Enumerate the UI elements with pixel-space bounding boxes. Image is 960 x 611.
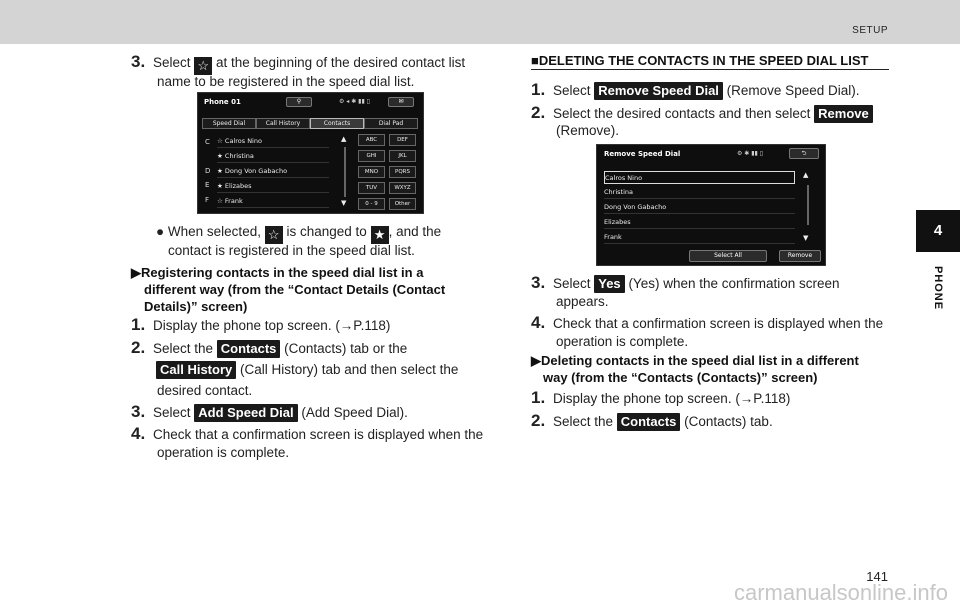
key-other[interactable]: Other <box>389 198 416 210</box>
section-rule <box>531 69 889 70</box>
scrollbar[interactable] <box>344 147 346 197</box>
step-number: 2. <box>131 338 146 357</box>
chapter-label <box>920 258 956 318</box>
right-step-3-line2: appears. <box>556 294 609 309</box>
chapter-tab: 4 <box>916 210 960 252</box>
right-step-5 <box>531 388 790 409</box>
step-number: 3. <box>131 402 146 421</box>
step-number: 2. <box>531 411 546 430</box>
select-all-button[interactable]: Select All <box>689 250 767 262</box>
alt-method-heading-3: Details)” screen) <box>144 299 248 314</box>
step-text: Select the <box>152 341 213 356</box>
scroll-down-icon[interactable]: ▼ <box>341 199 347 207</box>
screen-title: Phone 01 <box>204 98 241 106</box>
step-text: Select <box>552 276 591 291</box>
key-def[interactable]: DEF <box>389 134 416 146</box>
star-icon[interactable]: ★ <box>217 152 223 160</box>
step-number: 4. <box>131 424 146 443</box>
left-step-3b <box>131 402 408 423</box>
step-text: (Add Speed Dial). <box>301 405 408 420</box>
left-step-2-line2 <box>156 360 458 380</box>
scroll-down-icon[interactable]: ▼ <box>803 234 809 242</box>
right-step-3 <box>531 273 891 294</box>
call-history-button: Call History <box>156 361 236 379</box>
right-step-4-line2: operation is complete. <box>556 334 689 349</box>
contact-row[interactable]: Dong Von Gabacho <box>604 201 795 214</box>
step-text: Select <box>152 405 191 420</box>
key-abc[interactable]: ABC <box>358 134 385 146</box>
message-icon[interactable]: ✉ <box>388 97 414 107</box>
step-text: Select <box>552 83 591 98</box>
contact-name: Elizabes <box>224 182 252 190</box>
scrollbar[interactable] <box>807 185 809 225</box>
step-text: Display the phone top screen. (→P.118) <box>552 391 791 406</box>
step-text: Check that a confirmation screen is displayed when the <box>552 316 884 331</box>
contacts-button: Contacts <box>217 340 281 358</box>
step-number: 1. <box>531 388 546 407</box>
section-title: ■DELETING THE CONTACTS IN THE SPEED DIAL LIST <box>531 53 869 68</box>
link-icon[interactable]: ⚲ <box>286 97 312 107</box>
remove-speed-dial-button: Remove Speed Dial <box>594 82 723 100</box>
step-text: Display the phone top screen. (→P.118) <box>152 318 391 333</box>
step-text: Select the <box>552 414 613 429</box>
contact-name: Calros Nino <box>224 137 262 145</box>
step-text: Select the desired contacts and then select <box>552 106 811 121</box>
left-step-1 <box>131 315 390 336</box>
back-icon[interactable]: ⮌ <box>789 148 819 159</box>
contact-row[interactable]: Frank <box>604 231 795 244</box>
contact-row-selected[interactable]: Calros Nino <box>604 171 795 184</box>
left-step-2-line3: desired contact. <box>157 383 253 398</box>
filled-star-icon: ★ <box>371 226 389 244</box>
step-text: (Remove Speed Dial). <box>726 83 860 98</box>
star-icon[interactable]: ★ <box>217 167 223 175</box>
contact-name: Christina <box>224 152 254 160</box>
key-mno[interactable]: MNO <box>358 166 385 178</box>
contact-row[interactable] <box>217 150 329 163</box>
left-step-2 <box>131 338 491 359</box>
alpha-index: E <box>205 181 210 189</box>
step-text: (Call History) tab and then select the <box>240 362 459 377</box>
remove-speed-dial-screen <box>596 144 826 266</box>
contact-row[interactable] <box>217 165 329 178</box>
alt-delete-heading: ▶Deleting contacts in the speed dial list in a different <box>531 353 859 368</box>
step-number: 3. <box>531 273 546 292</box>
step-text: (Contacts) tab. <box>684 414 773 429</box>
watermark: carmanualsonline.info <box>733 580 948 605</box>
contacts-button: Contacts <box>617 413 681 431</box>
alpha-index: C <box>205 138 210 146</box>
step-text: (Yes) when the confirmation screen <box>628 276 840 291</box>
page-number: 141 <box>866 569 888 584</box>
note-text: ● When selected, <box>156 224 261 239</box>
alt-method-heading: ▶Registering contacts in the speed dial list in a <box>131 265 424 280</box>
key-0-9[interactable]: 0 - 9 <box>358 198 385 210</box>
remove-button: Remove <box>814 105 873 123</box>
alt-method-heading-2: different way (from the “Contact Details (Contact <box>144 282 446 297</box>
scroll-up-icon[interactable]: ▲ <box>803 171 809 179</box>
tab-speed-dial[interactable]: Speed Dial <box>202 118 256 129</box>
note-text: is changed to <box>286 224 367 239</box>
screen-title: Remove Speed Dial <box>604 150 681 158</box>
step-number: 1. <box>131 315 146 334</box>
left-step-3-line2: name to be registered in the speed dial list. <box>157 74 415 89</box>
selected-note-line2: contact is registered in the speed dial list. <box>168 243 415 258</box>
contact-name: Dong Von Gabacho <box>224 167 288 175</box>
status-icons: ⚙ ✱ ▮▮ ▯ <box>737 150 764 157</box>
star-icon[interactable]: ★ <box>217 182 223 190</box>
scroll-up-icon[interactable]: ▲ <box>341 135 347 143</box>
step-text: at the beginning of the desired contact list <box>216 55 466 70</box>
hollow-star-icon: ☆ <box>265 226 283 244</box>
key-ghi[interactable]: GHI <box>358 150 385 162</box>
right-step-4 <box>531 313 883 334</box>
tab-call-history[interactable]: Call History <box>256 118 310 129</box>
contact-row[interactable]: Christina <box>604 186 795 199</box>
star-icon[interactable]: ☆ <box>217 197 223 205</box>
alt-delete-heading-2: way (from the “Contacts (Contacts)” screen) <box>543 370 818 385</box>
step-number: 4. <box>531 313 546 332</box>
alpha-index: D <box>205 167 211 175</box>
phone-contacts-screen <box>197 92 424 214</box>
right-step-1 <box>531 80 859 101</box>
key-pqrs[interactable]: PQRS <box>389 166 416 178</box>
section-name: SETUP <box>852 25 888 36</box>
step-number: 1. <box>531 80 546 99</box>
tab-dial-pad[interactable]: Dial Pad <box>364 118 418 129</box>
step-number: 3. <box>131 52 146 71</box>
remove-screen-button[interactable]: Remove <box>779 250 821 262</box>
key-wxyz[interactable]: WXYZ <box>389 182 416 194</box>
chapter-label-text: PHONE <box>932 265 944 311</box>
left-step-4 <box>131 424 483 445</box>
right-step-2-line2: (Remove). <box>556 123 620 138</box>
key-jkl[interactable]: JKL <box>389 150 416 162</box>
note-text: , and the <box>388 224 442 239</box>
header-bar <box>0 0 960 44</box>
step-text: Check that a confirmation screen is displayed when the <box>152 427 484 442</box>
key-tuv[interactable]: TUV <box>358 182 385 194</box>
right-step-6 <box>531 411 773 432</box>
step-number: 2. <box>531 103 546 122</box>
contact-row[interactable] <box>217 135 329 148</box>
contact-row[interactable] <box>217 195 329 208</box>
contact-name: Frank <box>224 197 243 205</box>
alpha-index: F <box>205 196 210 204</box>
contact-row[interactable]: Elizabes <box>604 216 795 229</box>
status-icons: ⚙ ◂ ✱ ▮▮ ▯ <box>339 98 370 105</box>
yes-button: Yes <box>594 275 624 293</box>
left-step-4-line2: operation is complete. <box>157 445 290 460</box>
tab-contacts[interactable]: Contacts <box>310 118 364 129</box>
hollow-star-icon: ☆ <box>194 57 212 75</box>
step-text: (Contacts) tab or the <box>284 341 408 356</box>
add-speed-dial-button: Add Speed Dial <box>194 404 297 422</box>
star-icon[interactable]: ☆ <box>217 137 223 145</box>
step-text: Select <box>152 55 191 70</box>
contact-row[interactable] <box>217 180 329 193</box>
